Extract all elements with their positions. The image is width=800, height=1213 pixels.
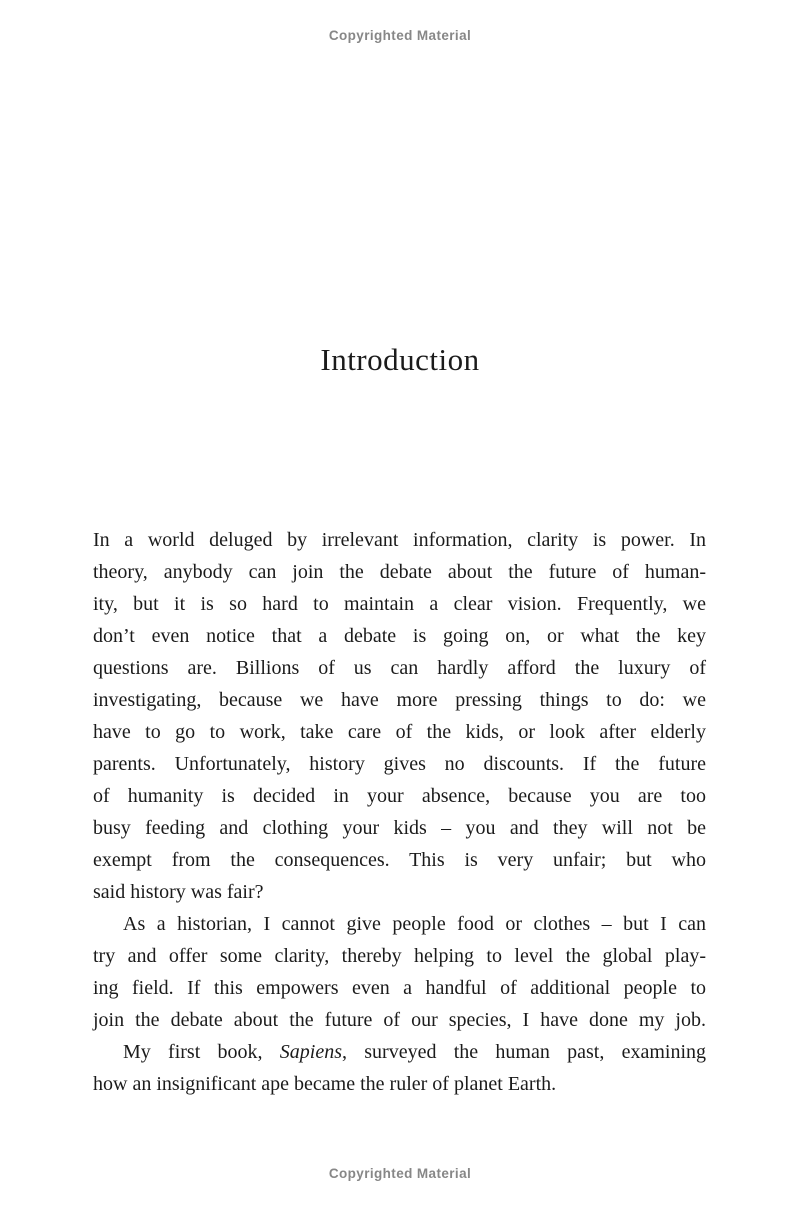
text-run: join the debate about the future of our species, I have done my job. (93, 1009, 706, 1031)
text-line (93, 684, 706, 716)
text-line (93, 972, 706, 1004)
text-run: My first book, (123, 1041, 280, 1063)
body-text (93, 524, 706, 1100)
text-run: try and offer some clarity, thereby helping to level the global play- (93, 945, 706, 967)
text-run: busy feeding and clothing your kids – you and they will not be (93, 817, 706, 839)
text-run: investigating, because we have more pressing things to do: we (93, 689, 706, 711)
text-run: don’t even notice that a debate is going on, or what the key (93, 625, 706, 647)
text-line (93, 908, 706, 940)
text-line (93, 1036, 706, 1068)
text-run: of humanity is decided in your absence, because you are too (93, 785, 706, 807)
paragraph (93, 1036, 706, 1100)
text-line (93, 812, 706, 844)
book-title-italic: Sapiens (279, 1041, 342, 1063)
text-line (93, 556, 706, 588)
text-line (93, 652, 706, 684)
text-line (93, 524, 706, 556)
text-run: how an insignificant ape became the ruler of planet Earth. (93, 1073, 557, 1095)
text-line (93, 844, 706, 876)
text-line (93, 876, 706, 908)
text-run: theory, anybody can join the debate about the future of human- (93, 561, 706, 583)
text-line (93, 1068, 706, 1100)
text-line (93, 716, 706, 748)
text-run: questions are. Billions of us can hardly afford the luxury of (93, 657, 706, 679)
text-run: parents. Unfortunately, history gives no discounts. If the future (93, 753, 706, 775)
copyright-notice-bottom: Copyrighted Material (328, 1166, 472, 1181)
text-line (93, 1004, 706, 1036)
text-run: As a historian, I cannot give people food or clothes – but I can (123, 913, 706, 935)
text-line (93, 780, 706, 812)
text-line (93, 620, 706, 652)
text-run: exempt from the consequences. This is very unfair; but who (93, 849, 706, 871)
text-line (93, 940, 706, 972)
paragraph (93, 524, 706, 908)
text-line (93, 588, 706, 620)
page-title: Introduction (320, 342, 480, 377)
text-run: , surveyed the human past, examining (342, 1041, 706, 1063)
text-run: ing field. If this empowers even a handful of additional people to (93, 977, 706, 999)
paragraph (93, 908, 706, 1036)
text-run: ity, but it is so hard to maintain a clear vision. Frequently, we (93, 593, 706, 615)
copyright-notice-top: Copyrighted Material (328, 28, 472, 43)
text-line (93, 748, 706, 780)
text-run: said history was fair? (93, 881, 264, 903)
text-run: have to go to work, take care of the kids, or look after elderly (93, 721, 706, 743)
text-run: In a world deluged by irrelevant information, clarity is power. In (93, 529, 706, 551)
